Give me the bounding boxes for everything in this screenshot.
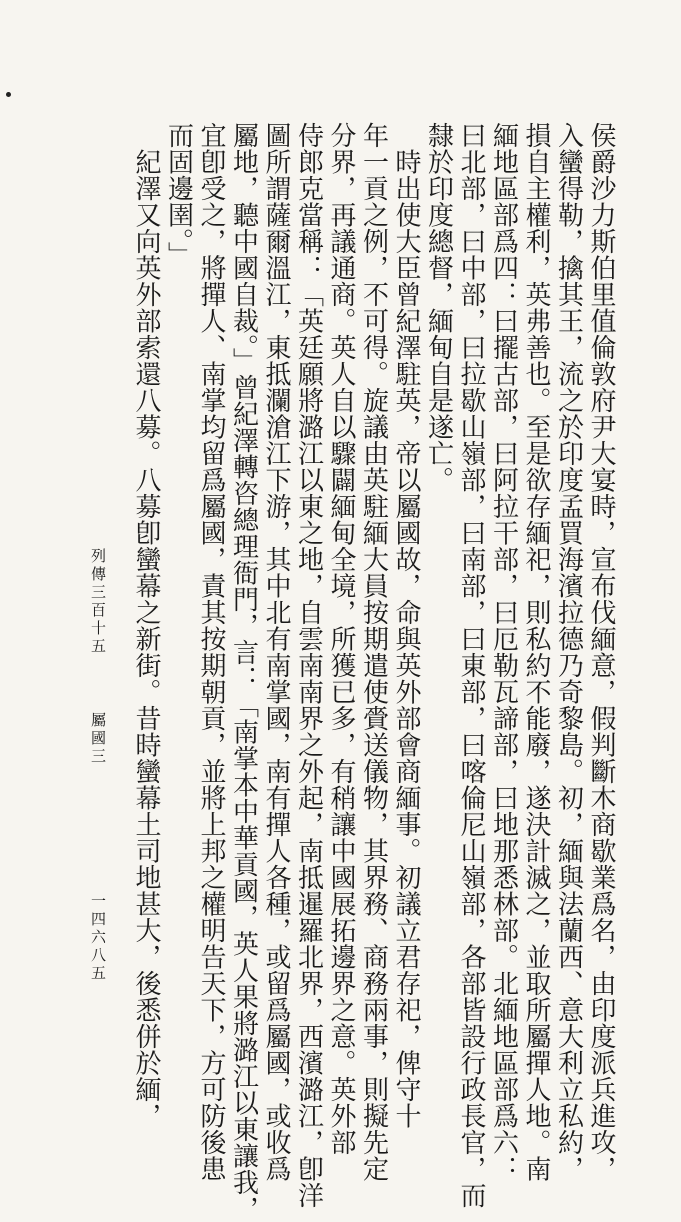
scan-speck [6,92,11,97]
text-column: 而固邊圉。」 [163,122,194,268]
text-column: 圖所謂薩爾溫江，東抵瀾滄江下游，其中北有南掌國，南有撣人各種，或留爲屬國，或收爲 [261,122,291,1182]
text-column: 屬地，聽中國自裁。」曾紀澤轉咨總理衙門，言：「南掌本中華貢國，英人果將潞江以東讓我， [228,122,259,1222]
text-column: 分界，再議通商。英人自以驟闢緬甸全境，所獲已多，有稍讓中國展拓邊界之意。英外部 [326,122,356,1156]
section-label: 屬國三 [89,712,107,766]
text-column: 時出使大臣曾紀澤駐英，帝以屬國故，命與英外部會商緬事。初議立君存祀，俾守十 [391,122,421,1129]
text-column: 緬地區部爲四：曰擺古部，曰阿拉干部，曰厄勒瓦諦部，曰地那悉林部。北緬地區部爲六： [488,122,519,1182]
text-column: 損自主權利，英弗善也。至是欲存緬祀，則私約不能廢，遂決計滅之，並取所屬撣人地。南 [521,122,551,1182]
page-number: 一四六八五 [89,893,107,983]
text-column: 紀澤又向英外部索還八募。八募卽蠻幕之新街。昔時蠻幕土司地甚大，後悉併於緬， [131,122,161,1129]
text-column: 曰北部，曰中部，曰拉歇山嶺部，曰南部，曰東部，曰喀倫尼山嶺部，各部皆設行政長官，而 [456,122,486,1209]
text-column: 年一貢之例，不可得。旋議由英駐緬大員按期遣使賫送儀物，其界務、商務兩事，則擬先定 [358,122,389,1182]
chapter-label: 列傳三百十五 [89,548,107,656]
text-column: 侍郎克當稱：「英廷願將潞江以東之地，自雲南南界之外起，南抵暹羅北界，西濱潞江，卽洋 [293,122,324,1209]
text-column: 入蠻得勒，擒其王，流之於印度孟買海濱拉德乃奇黎島。初，緬與法蘭西、意大利立私約， [553,122,584,1182]
text-column: 宜卽受之，將撣人、南掌均留爲屬國，責其按期朝貢，並將上邦之權明告天下，方可防後患 [196,122,226,1182]
text-column: 侯爵沙力斯伯里值倫敦府尹大宴時，宣布伐緬意，假判斷木商歇業爲名，由印度派兵進攻， [586,122,616,1182]
text-column: 隸於印度總督，緬甸自是遂亡。 [423,122,454,493]
